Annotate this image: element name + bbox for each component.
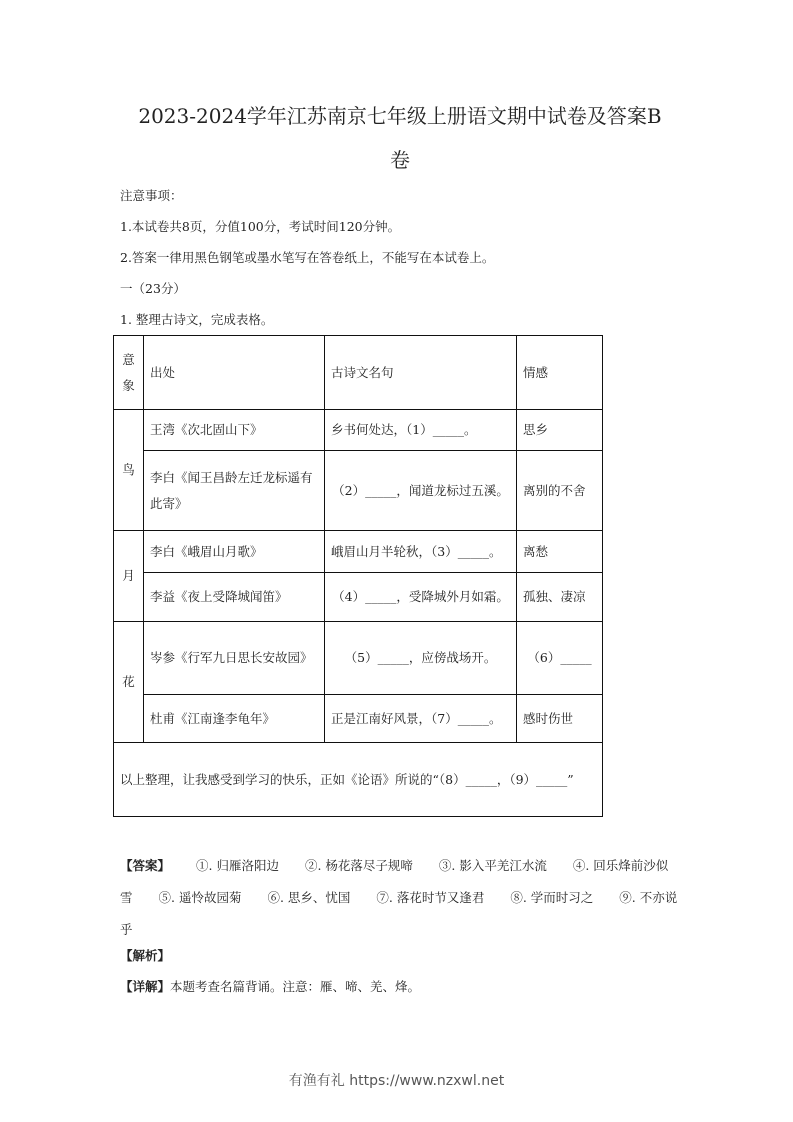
detail-line [120, 981, 420, 994]
detail-label: 【详解】 [120, 979, 171, 994]
line-cell: （5）_____，应傍战场开。 [325, 622, 517, 695]
document-title: 2023-2024学年江苏南京七年级上册语文期中试卷及答案B [138, 104, 662, 128]
answer-item: ②. 杨花落尽子规啼 [304, 858, 413, 873]
emotion-cell: 感时伤世 [517, 695, 603, 743]
table-row [114, 573, 603, 622]
watermark-footer: 有渔有礼 https://www.nzxwl.net [288, 1073, 505, 1089]
emotion-cell: 离别的不舍 [517, 451, 603, 531]
table-row [114, 451, 603, 531]
answer-item: ⑥. 思乡、忧国 [267, 890, 351, 905]
line-cell: （2）_____，闻道龙标过五溪。 [325, 451, 517, 531]
table-row [114, 410, 603, 451]
header-image: 意象 [114, 336, 144, 410]
emotion-cell: 孤独、凄凉 [517, 573, 603, 622]
source-cell: 李白《峨眉山月歌》 [144, 531, 325, 573]
line-cell: （4）_____，受降城外月如霜。 [325, 573, 517, 622]
table-summary-row [114, 743, 603, 817]
table-header-row [114, 336, 603, 410]
image-moon: 月 [114, 531, 144, 622]
source-cell: 岑参《行军九日思长安故园》 [144, 622, 325, 695]
image-bird: 鸟 [114, 410, 144, 531]
source-cell: 王湾《次北固山下》 [144, 410, 325, 451]
emotion-cell: 离愁 [517, 531, 603, 573]
line-cell: 正是江南好风景，（7）_____。 [325, 695, 517, 743]
answer-item: ⑨. 不亦说乎 [120, 890, 678, 937]
header-line: 古诗文名句 [325, 336, 517, 410]
note-item-1: 1.本试卷共8页，分值100分，考试时间120分钟。 [120, 219, 401, 234]
answer-item: ⑦. 落花时节又逢君 [376, 890, 485, 905]
answer-item: ①. 归雁洛阳边 [196, 858, 279, 873]
source-cell: 李白《闻王昌龄左迁龙标遥有此寄》 [144, 451, 325, 531]
analysis-label: 【解析】 [120, 948, 171, 963]
summary-cell: 以上整理，让我感受到学习的快乐，正如《论语》所说的“（8）_____，（9）_____” [114, 743, 603, 817]
poetry-table [113, 335, 603, 817]
source-cell: 杜甫《江南逢李龟年》 [144, 695, 325, 743]
line-cell: 峨眉山月半轮秋，（3）_____。 [325, 531, 517, 573]
note-item-2: 2.答案一律用黑色钢笔或墨水笔写在答卷纸上，不能写在本试卷上。 [120, 250, 495, 265]
section-label: 一（23分） [120, 281, 186, 296]
answer-item: ④. 回乐烽前沙似雪 [120, 858, 669, 905]
table-row [114, 695, 603, 743]
answer-block [120, 850, 680, 946]
source-cell: 李益《夜上受降城闻笛》 [144, 573, 325, 622]
header-source: 出处 [144, 336, 325, 410]
answer-item: ⑧. 学而时习之 [510, 890, 594, 905]
answer-label: 【答案】 [120, 858, 171, 873]
detail-text: 本题考查名篇背诵。注意：雁、啼、羌、烽。 [170, 979, 421, 994]
answer-item: ⑤. 遥怜故园菊 [158, 890, 242, 905]
emotion-cell: 思乡 [517, 410, 603, 451]
image-flower: 花 [114, 622, 144, 743]
table-row [114, 531, 603, 573]
answer-item: ③. 影入平羌江水流 [438, 858, 547, 873]
table-row [114, 622, 603, 695]
emotion-cell: （6）_____ [517, 622, 603, 695]
header-emotion: 情感 [517, 336, 603, 410]
notes-heading: 注意事项： [120, 188, 183, 203]
question-1-prompt: 1. 整理古诗文，完成表格。 [120, 312, 274, 327]
document-title-continued: 卷 [390, 148, 410, 172]
line-cell: 乡书何处达，（1）_____。 [325, 410, 517, 451]
